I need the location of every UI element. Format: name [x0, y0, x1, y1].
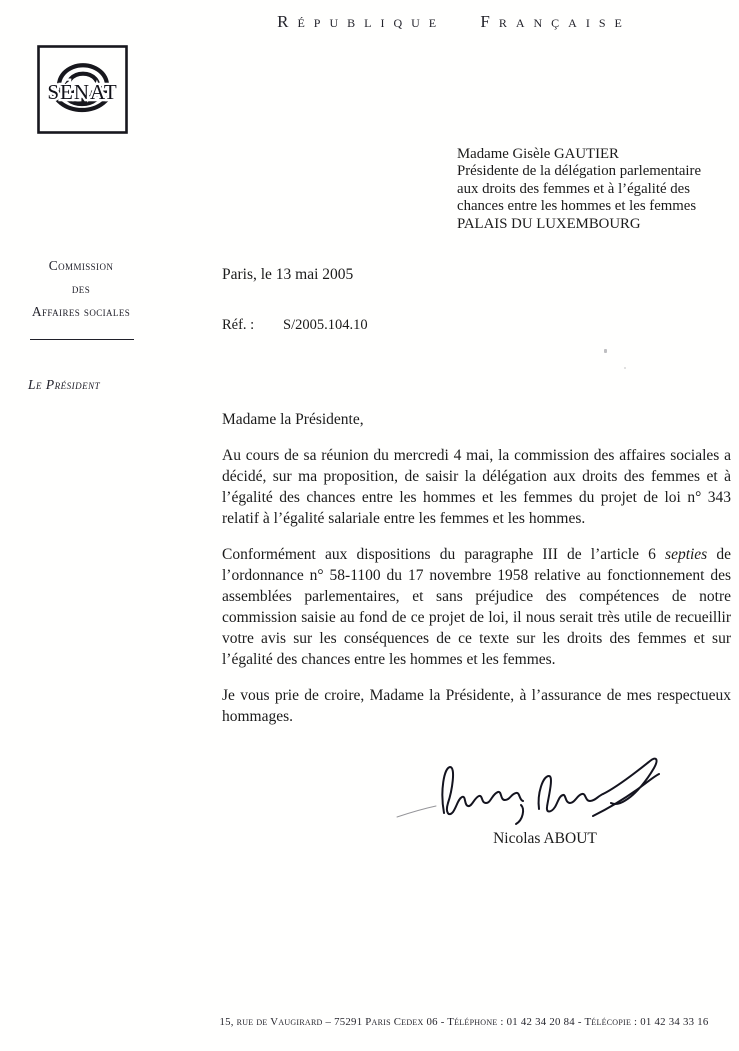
recipient-line: Présidente de la délégation parlementaire [457, 163, 702, 180]
sender-role: Le Président [28, 377, 101, 392]
commission-name [14, 254, 148, 323]
letter-body [222, 409, 731, 742]
reference-line [222, 317, 368, 334]
paragraph-2 [222, 544, 731, 670]
recipient-line: Madame Gisèle GAUTIER [457, 146, 619, 162]
senat-logo-text: SÉNAT [47, 80, 118, 104]
commission-line: Commission [48, 258, 114, 273]
commission-line: Affaires sociales [31, 304, 131, 319]
scan-speck [604, 349, 607, 353]
recipient-line: chances entre les hommes et les femmes [457, 198, 697, 215]
paragraph-3: Je vous prie de croire, Madame la Présidente, à l’assurance de mes respectueux hommages. [222, 687, 731, 725]
reference-value: S/2005.104.10 [283, 317, 368, 333]
senat-logo-icon [37, 45, 128, 134]
recipient-address [457, 146, 739, 233]
scan-speck [624, 367, 626, 369]
paragraph-2-italic: septies [665, 546, 708, 563]
reference-label: Réf. : [222, 317, 255, 333]
republic-header: République Française [277, 12, 631, 31]
footer-address: 15, rue de Vaugirard – 75291 Paris Cedex 06 - Téléphone : 01 42 34 20 84 - Télécopie : 01 42 34 33 16 [219, 1016, 709, 1028]
paragraph-2-post: de l’ordonnance n° 58-1100 du 17 novembre 1958 relative au fonctionnement des assemblées parlementaires, et sans préjudice des compétences de notre commission saisie au fond de ce projet de loi, il nous serait très utile de recueillir votre avis sur les conséquences de ce texte sur les droits des femmes et sur l’égalité des chances entre les hommes et les femmes. [222, 546, 731, 668]
handwritten-signature-icon [394, 753, 678, 833]
paragraph-1: Au cours de sa réunion du mercredi 4 mai, la commission des affaires sociales a décidé, sur ma proposition, de saisir la délégation aux droits des femmes et à l’égalité des chances entre les hommes et les femmes du projet de loi n° 343 relatif à l’égalité salariale entre les femmes et les hommes. [222, 447, 731, 527]
commission-line: des [71, 281, 91, 296]
salutation: Madame la Présidente, [222, 411, 364, 428]
dateline: Paris, le 13 mai 2005 [222, 266, 354, 283]
signatory-name: Nicolas ABOUT [493, 830, 597, 847]
recipient-line: aux droits des femmes et à l’égalité des [457, 180, 690, 197]
recipient-line: PALAIS DU LUXEMBOURG [457, 215, 641, 232]
senat-logo [37, 45, 128, 134]
paragraph-2-pre: Conformément aux dispositions du paragraphe III de l’article 6 [222, 546, 666, 563]
separator-rule [30, 339, 134, 340]
